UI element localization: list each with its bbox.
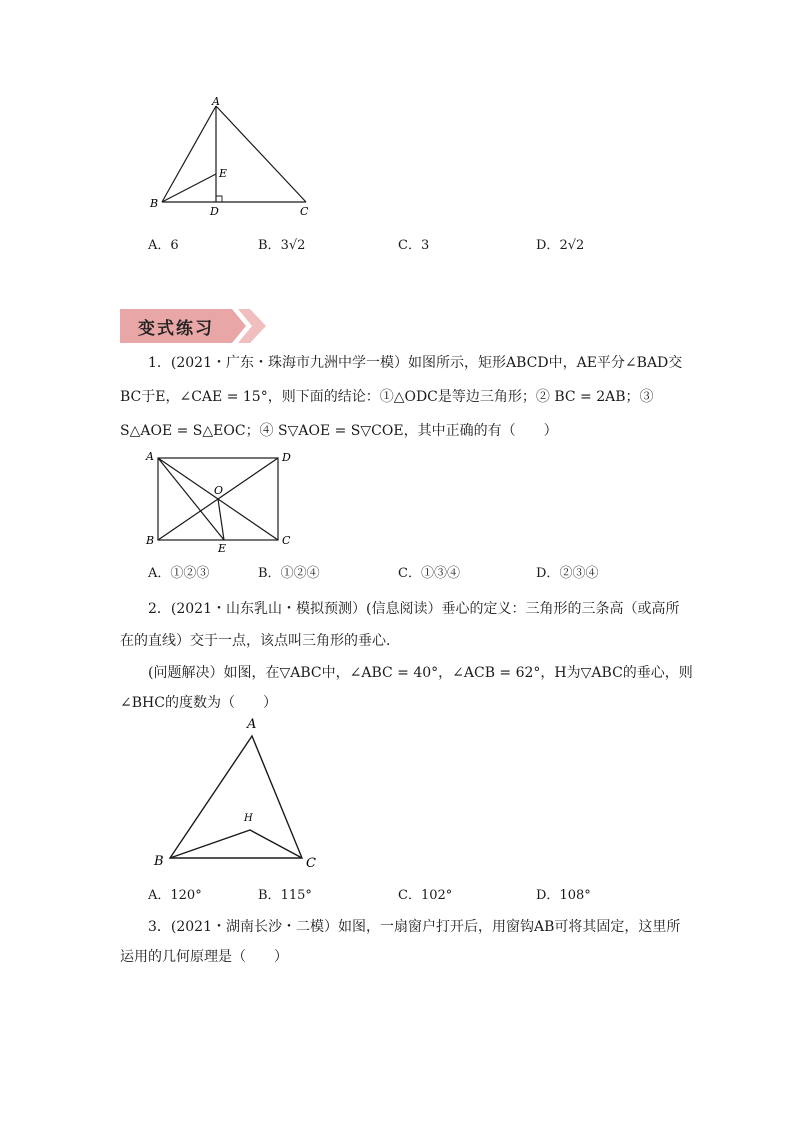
- q1-option-d[interactable]: D．②③④: [536, 566, 599, 581]
- q2-option-c[interactable]: C．102°: [398, 888, 453, 903]
- triangle-figure-q0: [140, 96, 330, 221]
- label-B: B: [146, 534, 155, 547]
- label-D: D: [282, 451, 291, 464]
- label-C: C: [300, 205, 309, 218]
- q2-text-line3: (问题解决）如图，在▽ABC中，∠ABC = 40°，∠ACB = 62°，H为▽ABC的垂心，则: [148, 665, 693, 681]
- triangle-figure-q2: [150, 712, 330, 872]
- q2-option-b[interactable]: B．115°: [258, 888, 312, 903]
- q1-text-line1: 1．(2021・广东・珠海市九洲中学一模）如图所示，矩形ABCD中，AE平分∠BAD交: [148, 355, 683, 371]
- label-A: A: [146, 450, 154, 463]
- q1-option-b[interactable]: B．①②④: [258, 566, 320, 581]
- q1-option-c[interactable]: C．①③④: [398, 566, 460, 581]
- q1-option-a[interactable]: A．①②③: [148, 566, 210, 581]
- q2-text-line2: 在的直线）交于一点，该点叫三角形的垂心．: [120, 633, 400, 649]
- q2-option-d[interactable]: D．108°: [536, 888, 591, 903]
- q1-text-line2: BC于E，∠CAE = 15°，则下面的结论：①△ODC是等边三角形；② BC = 2AB；③: [120, 389, 654, 405]
- q2-text-line1: 2．(2021・山东乳山・模拟预测）(信息阅读）垂心的定义：三角形的三条高（或高所: [148, 601, 680, 617]
- section-title: 变式练习: [138, 319, 214, 339]
- q3-text-line2: 运用的几何原理是（ ）: [120, 949, 288, 965]
- label-E: E: [218, 542, 227, 555]
- q2-text-line4: ∠BHC的度数为（ ）: [120, 695, 277, 711]
- label-D: D: [210, 205, 219, 218]
- option-a[interactable]: A．6: [148, 238, 179, 253]
- label-B: B: [150, 197, 159, 210]
- label-O: O: [214, 484, 224, 497]
- q1-text-line3: S△AOE = S△EOC；④ S▽AOE = S▽COE，其中正确的有（ ）: [120, 423, 558, 439]
- label-A: A: [247, 717, 257, 732]
- rectangle-figure-q1: [140, 446, 300, 556]
- option-d[interactable]: D．2√2: [536, 238, 585, 253]
- option-c[interactable]: C．3: [398, 238, 430, 253]
- label-C: C: [282, 534, 291, 547]
- option-b[interactable]: B．3√2: [258, 238, 306, 253]
- label-E: E: [219, 167, 228, 180]
- label-A: A: [212, 96, 220, 108]
- label-H: H: [244, 813, 253, 824]
- q3-text-line1: 3．(2021・湖南长沙・二模）如图，一扇窗户打开后，用窗钩AB可将其固定，这里所: [148, 919, 681, 935]
- q2-option-a[interactable]: A．120°: [148, 888, 202, 903]
- label-C: C: [306, 856, 316, 871]
- label-B: B: [154, 854, 164, 869]
